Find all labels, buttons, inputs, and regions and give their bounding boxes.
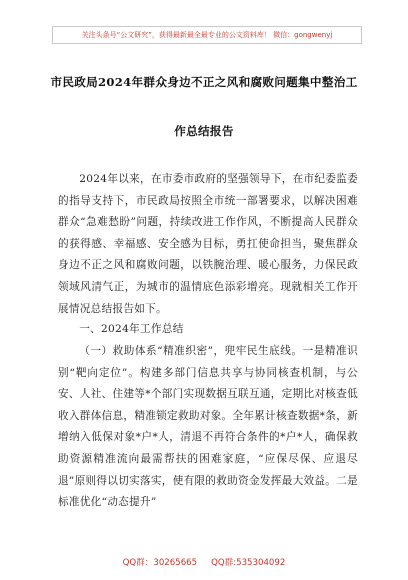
document-title-line-2: 作总结报告 bbox=[174, 124, 234, 138]
body-paragraph-assistance bbox=[58, 341, 358, 514]
footer-qq-group-2: QQ群:535304092 bbox=[211, 558, 286, 568]
promo-banner: 关注头条号“公文研究”，获得最新最全最专业的公文资料库！ 微信：gongwenyj bbox=[52, 26, 362, 44]
footer-contact bbox=[0, 556, 408, 568]
body-paragraph-intro bbox=[58, 169, 358, 320]
section-heading-1: 一、2024年工作总结 bbox=[79, 323, 184, 335]
paragraph-text: （一）救助体系“精准织密”，兜牢民生底线。一是精准识别“靶向定位”。构建多部门信息共享与协同核查机制，与公安、人社、住建等*个部门实现数据互联互通，定期比对核查低收入群体信息，精准锁定救助对象。全年累计核查数据*条，新增纳入低保对象*户*人，清退不再符合条件的*户*人，确保救助资源精准流向最需帮扶的困难家庭，“应保尽保、应退尽退”原则得以切实落实，使有限的救助资金发挥最大效益。二是标准优化“动态提升” bbox=[58, 345, 358, 509]
footer-qq-group-1: QQ群：30265665 bbox=[122, 558, 198, 568]
document-title-line-1: 市民政局2024年群众身边不正之风和腐败问题集中整治工 bbox=[50, 75, 358, 89]
paragraph-text: 2024年以来，在市委市政府的坚强领导下，在市纪委监委的指导支持下，市民政局按照全市统一部署要求，以解决困难群众“急难愁盼”问题，持续改进工作作风，不断提高人民群众的获得感、幸福感、安全感为目标，勇扛使命担当，聚焦群众身边不正之风和腐败问题，以铁腕治理、暖心服务，力保民政领域风清气正，为城市的温情底色添彩增亮。现就相关工作开展情况总结报告如下。 bbox=[58, 173, 358, 315]
